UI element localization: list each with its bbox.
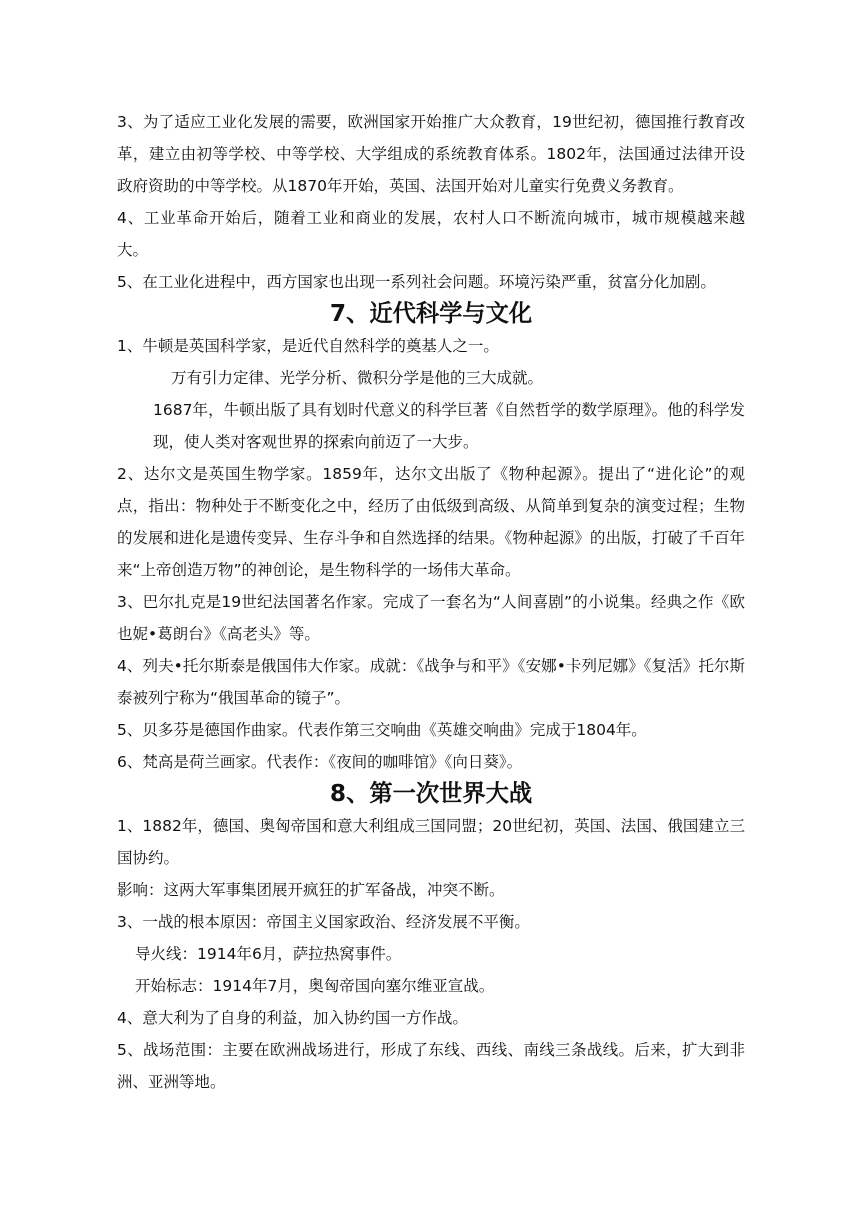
paragraph-trigger: 导火线：1914年6月，萨拉热窝事件。 <box>135 945 402 963</box>
paragraph-urbanization: 4、工业革命开始后，随着工业和商业的发展，农村人口不断流向城市，城市规模越来越大。 <box>117 209 745 259</box>
paragraph-social-problems: 5、在工业化进程中，西方国家也出现一系列社会问题。环境污染严重，贫富分化加剧。 <box>117 273 716 291</box>
paragraph-newton-achievements: 万有引力定律、光学分析、微积分学是他的三大成就。 <box>171 369 544 387</box>
paragraph-darwin: 2、达尔文是英国生物学家。1859年，达尔文出版了《物种起源》。提出了“进化论”的观点，指出：物种处于不断变化之中，经历了由低级到高级、从简单到复杂的演变过程；生物的发展和进化是遗传变异、生存斗争和自然选择的结果。《物种起源》的出版，打破了千百年来“上帝创造万物”的神创论，是生物科学的一场伟大革命。 <box>117 465 745 579</box>
paragraph-van-gogh: 6、梵高是荷兰画家。代表作：《夜间的咖啡馆》《向日葵》。 <box>117 753 523 771</box>
paragraph-root-cause: 3、一战的根本原因：帝国主义国家政治、经济发展不平衡。 <box>117 913 530 931</box>
section-heading-science-culture: 7、近代科学与文化 <box>329 300 533 327</box>
paragraph-tolstoy: 4、列夫•托尔斯泰是俄国伟大作家。成就：《战争与和平》《安娜•卡列尼娜》《复活》托尔斯泰被列宁称为“俄国革命的镜子”。 <box>117 657 745 707</box>
paragraph-start-sign: 开始标志：1914年7月，奥匈帝国向塞尔维亚宣战。 <box>135 977 495 995</box>
paragraph-beethoven: 5、贝多芬是德国作曲家。代表作第三交响曲《英雄交响曲》完成于1804年。 <box>117 721 647 739</box>
paragraph-newton: 1、牛顿是英国科学家，是近代自然科学的奠基人之一。 <box>117 337 499 355</box>
paragraph-balzac: 3、巴尔扎克是19世纪法国著名作家。完成了一套名为“人间喜剧”的小说集。经典之作《欧也妮•葛朗台》《高老头》等。 <box>117 593 745 643</box>
paragraph-alliances: 1、1882年，德国、奥匈帝国和意大利组成三国同盟；20世纪初，英国、法国、俄国建立三国协约。 <box>117 817 745 867</box>
paragraph-influence: 影响：这两大军事集团展开疯狂的扩军备战，冲突不断。 <box>117 881 505 899</box>
paragraph-newton-principia: 1687年，牛顿出版了具有划时代意义的科学巨著《自然哲学的数学原理》。他的科学发现，使人类对客观世界的探索向前迈了一大步。 <box>153 401 745 451</box>
document-page <box>117 106 745 1098</box>
paragraph-education: 3、为了适应工业化发展的需要，欧洲国家开始推广大众教育，19世纪初，德国推行教育改革，建立由初等学校、中等学校、大学组成的系统教育体系。1802年，法国通过法律开设政府资助的中等学校。从1870年开始，英国、法国开始对儿童实行免费义务教育。 <box>117 113 745 195</box>
section-heading-world-war-one: 8、第一次世界大战 <box>329 780 533 807</box>
paragraph-italy: 4、意大利为了自身的利益，加入协约国一方作战。 <box>117 1009 468 1027</box>
paragraph-battlefield: 5、战场范围：主要在欧洲战场进行，形成了东线、西线、南线三条战线。后来，扩大到非洲、亚洲等地。 <box>117 1041 745 1091</box>
